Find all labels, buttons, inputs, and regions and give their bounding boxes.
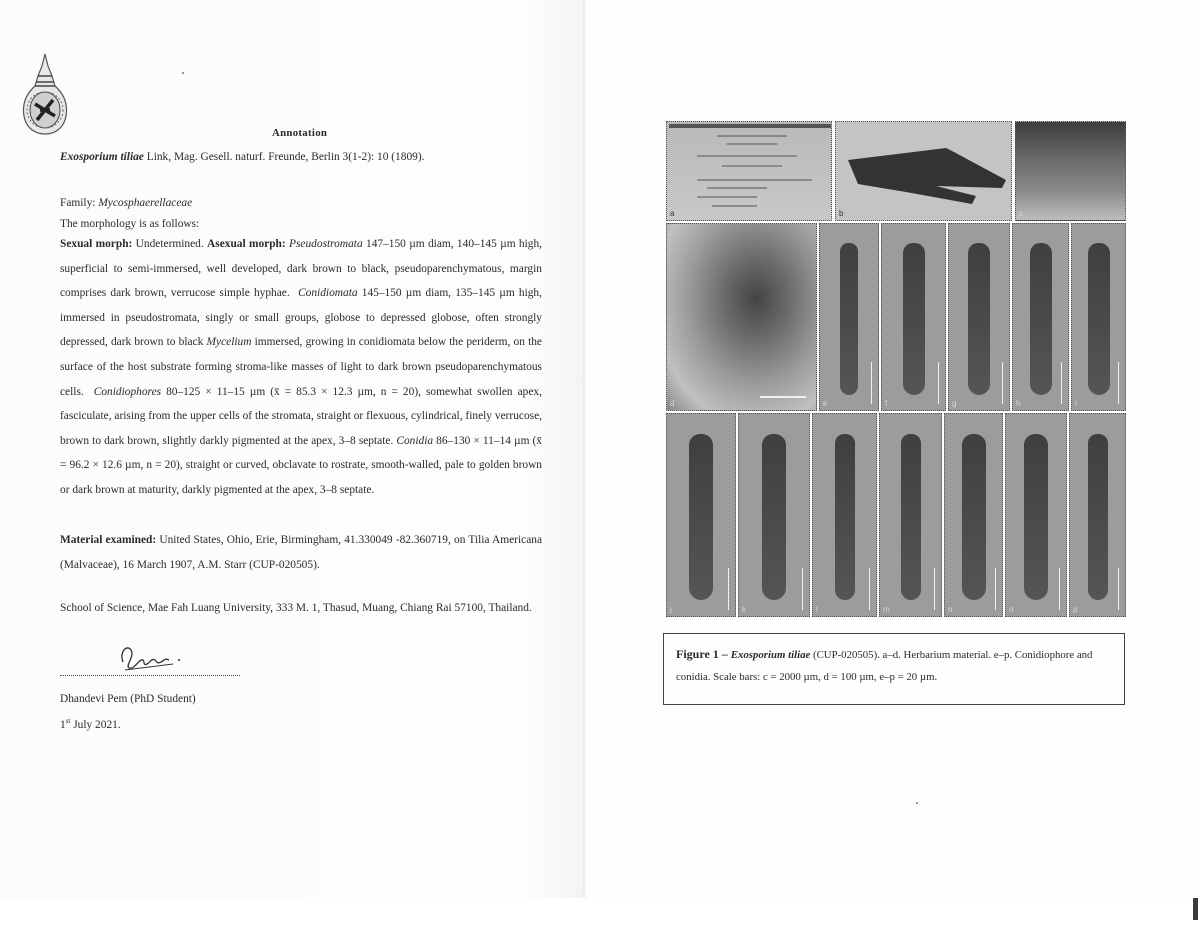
figure-panel-l xyxy=(812,413,877,617)
panel-label: e xyxy=(823,399,828,408)
scale-bar xyxy=(871,362,873,404)
panel-label: l xyxy=(816,605,818,614)
family-line xyxy=(60,196,192,210)
scan-edge-mark xyxy=(1193,898,1198,920)
conidium-image xyxy=(835,434,855,600)
figure-panel-a xyxy=(666,121,832,221)
panel-label: b xyxy=(839,209,844,218)
address: School of Science, Mae Fah Luang University, 333 M. 1, Thasud, Muang, Chiang Rai 57100, Thailand. xyxy=(60,602,532,614)
panel-label: g xyxy=(952,399,957,408)
signature-line xyxy=(60,675,240,676)
caption-taxon: Exosporium tiliae xyxy=(730,649,811,661)
figure-label: Figure 1 xyxy=(676,647,719,661)
conidia-term: Conidia xyxy=(396,434,434,447)
conidiophores-text: 80–125 × 11–15 µm (x̄ = 85.3 × 12.3 µm, n = 20), somewhat swollen apex, fasciculate, arising from the upper cells of the stromata, straight or flexuous, cylindrical, finely verrucose, brown to dark brown, slightly darkly pigmented at the apex, 3–8 septate. xyxy=(60,385,542,447)
panel-label: f xyxy=(885,399,888,408)
asexual-morph-label: Asexual morph: xyxy=(207,238,286,250)
figure-panel-f xyxy=(881,223,946,411)
caption-dash: – xyxy=(718,647,731,661)
conidium-image xyxy=(1030,243,1052,396)
figure-panel-d xyxy=(666,223,817,411)
figure-panel-c xyxy=(1015,121,1126,221)
scale-bar xyxy=(1059,568,1061,610)
figure-panel-b xyxy=(835,121,1012,221)
panel-label: a xyxy=(670,209,675,218)
conidium-image xyxy=(901,434,921,600)
figure-panel-m xyxy=(879,413,942,617)
figure-panel-j xyxy=(666,413,736,617)
material-text: United States, Ohio, Erie, Birmingham, 41.330049 -82.360719, on Tilia Americana (Malvaceae), 16 March 1907, A.M. Starr (CUP-020505). xyxy=(60,534,543,571)
scale-bar xyxy=(1002,362,1004,404)
scale-bar xyxy=(938,362,940,404)
figure-panel-h xyxy=(1012,223,1069,411)
panel-label: o xyxy=(1009,605,1014,614)
panel-label: n xyxy=(948,605,953,614)
date-rest: July 2021. xyxy=(70,718,121,731)
taxon-authority: Link, Mag. Gesell. naturf. Freunde, Berlin 3(1-2): 10 (1809). xyxy=(146,151,425,163)
panel-label: k xyxy=(742,605,746,614)
conidiophores-term: Conidiophores xyxy=(93,385,162,398)
specimen-twig-icon xyxy=(836,122,1012,221)
figure-plate xyxy=(666,121,1126,617)
panel-label: h xyxy=(1016,399,1021,408)
figure-panel-o xyxy=(1005,413,1067,617)
conidium-image xyxy=(1024,434,1048,600)
scale-bar xyxy=(995,568,997,610)
figure-panel-e xyxy=(819,223,879,411)
family-name: Mycosphaerellaceae xyxy=(98,197,193,209)
mycelium-term: Mycelium xyxy=(206,336,252,349)
panel-label: d xyxy=(670,399,675,408)
sexual-morph-text: Undetermined. xyxy=(135,238,204,250)
date-day: 1 xyxy=(60,718,66,731)
conidium-image xyxy=(1088,243,1110,396)
scan-speck xyxy=(916,802,918,804)
scale-bar xyxy=(869,568,871,610)
sexual-morph-label: Sexual morph: xyxy=(60,238,133,250)
signature-date xyxy=(60,714,121,732)
scale-bar xyxy=(1118,362,1120,404)
scale-bar xyxy=(728,568,730,610)
figure-caption-box xyxy=(663,633,1125,705)
herbarium-label-icon xyxy=(667,122,832,221)
signatory-name: Dhandevi Pem (PhD Student) xyxy=(60,693,196,705)
caption-text: (CUP-020505). a–d. Herbarium material. e–p. Conidiophore and conidia. Scale bars: c = 2000 µm, d = 100 µm, e–p = 20 µm. xyxy=(676,649,1093,683)
conidium-image xyxy=(962,434,986,600)
conidia-text: 86–130 × 11–14 µm (x̄ = 96.2 × 12.6 µm, n = 20), straight or curved, obclavate to rostrate, smooth-walled, pale to golden brown or dark brown at maturity, darkly pigmented at the apex, 3–8 septate. xyxy=(60,434,542,496)
conidium-image xyxy=(968,243,990,396)
panel-label: i xyxy=(1075,399,1077,408)
conidiomata-term: Conidiomata xyxy=(298,287,358,300)
conidium-image xyxy=(689,434,713,600)
figure-panel-i xyxy=(1071,223,1126,411)
scale-bar xyxy=(1118,568,1120,610)
conidium-image xyxy=(840,243,858,396)
figure-panel-p xyxy=(1069,413,1126,617)
panel-label: p xyxy=(1073,605,1078,614)
figure-panel-k xyxy=(738,413,810,617)
scale-bar xyxy=(1061,362,1063,404)
panel-label: j xyxy=(670,605,672,614)
signature-icon xyxy=(115,640,185,674)
scale-bar xyxy=(760,396,806,398)
morphology-intro: The morphology is as follows: xyxy=(60,218,200,230)
date-suffix: st xyxy=(65,717,71,725)
university-crest-icon xyxy=(22,52,68,136)
pseudostromata-text: 147–150 µm diam, 140–145 µm high, superficial to semi-immersed, well developed, dark brown to black, pseudoparenchymatous, margin comprises dark brown, verrucose simple hyphae. xyxy=(60,238,542,300)
scale-bar xyxy=(802,568,804,610)
panel-label: m xyxy=(883,605,890,614)
scale-bar xyxy=(934,568,936,610)
taxon-citation xyxy=(60,150,424,164)
conidium-image xyxy=(762,434,786,600)
page-heading: Annotation xyxy=(272,127,328,139)
family-label: Family: xyxy=(60,197,96,209)
pseudostromata-term: Pseudostromata xyxy=(289,238,363,250)
figure-panel-g xyxy=(948,223,1010,411)
material-examined xyxy=(60,528,542,577)
conidium-image xyxy=(903,243,925,396)
figure-caption xyxy=(676,643,1112,688)
material-label: Material examined: xyxy=(60,534,157,546)
conidium-image xyxy=(1088,434,1108,600)
mycelium-text: immersed, growing in conidiomata below the periderm, on the surface of the host substrate forming stroma-like masses of light to dark brown pseudoparenchymatous cells. xyxy=(60,336,542,398)
panel-label: c xyxy=(1019,209,1023,218)
taxon-name: Exosporium tiliae xyxy=(60,151,144,163)
morphology-description xyxy=(60,232,542,503)
figure-panel-n xyxy=(944,413,1003,617)
conidiomata-text: 145–150 µm diam, 135–145 µm high, immersed in pseudostromata, singly or small groups, globose to depressed globose, often strongly depressed, dark brown to black xyxy=(60,287,542,349)
scan-bottom-margin xyxy=(0,898,1200,927)
scan-speck xyxy=(182,72,184,74)
